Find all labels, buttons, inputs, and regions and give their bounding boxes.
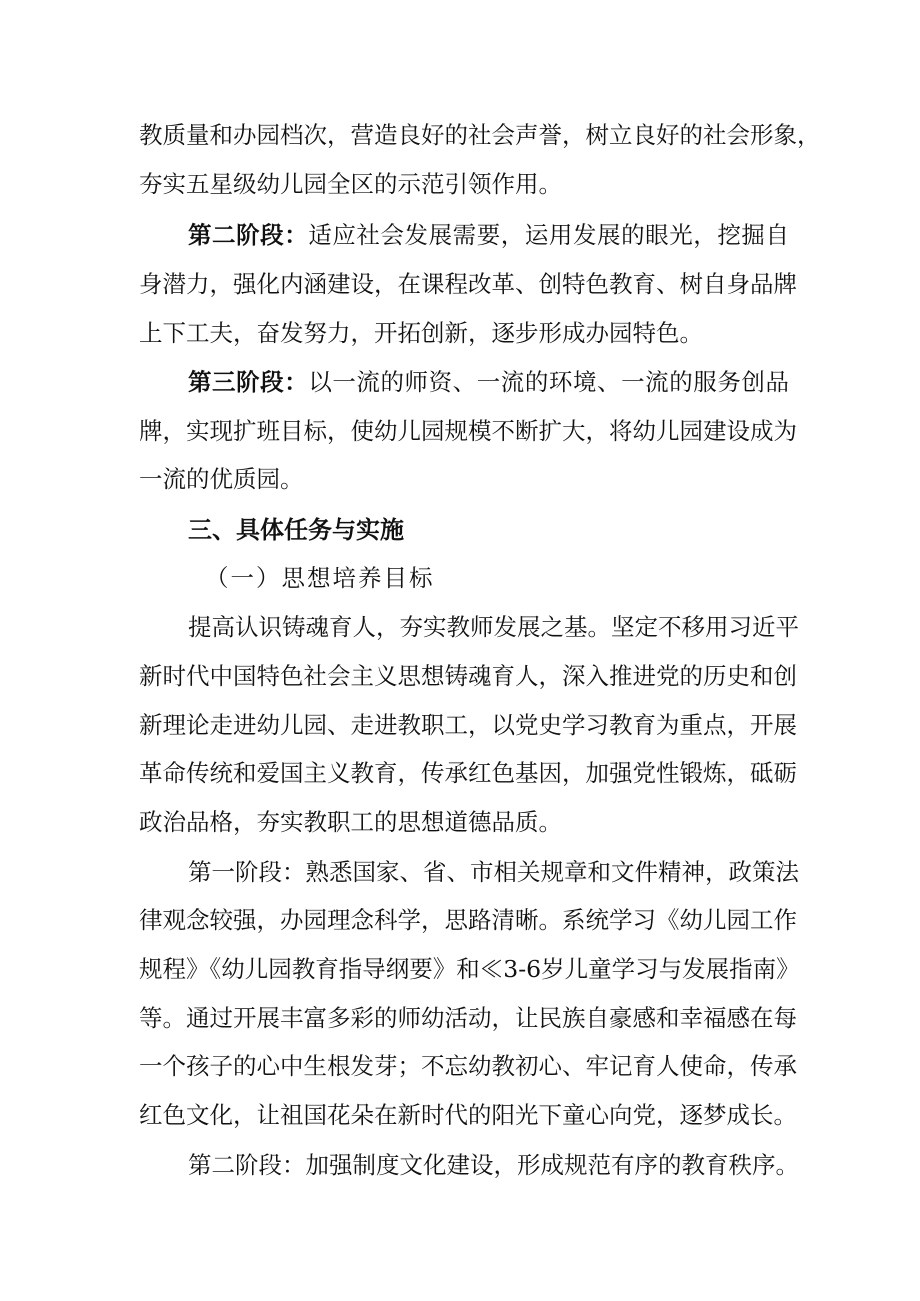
paragraph-line: 牌，实现扩班目标，使幼儿园规模不断扩大，将幼儿园建设成为 — [139, 417, 797, 445]
stage-two-line — [188, 219, 789, 251]
stage-text: 以一流的师资、一流的环境、一流的服务创品 — [308, 368, 789, 396]
stage-label: 第二阶段： — [188, 221, 309, 249]
paragraph-line: 身潜力，强化内涵建设，在课程改革、创特色教育、树自身品牌 — [139, 270, 797, 298]
paragraph-line: 教质量和办园档次，营造良好的社会声誉，树立良好的社会形象， — [139, 121, 821, 149]
paragraph-line: 规程》《幼儿园教育指导纲要》和≪3-6岁儿童学习与发展指南》 — [139, 955, 800, 983]
paragraph-line: 律观念较强，办园理念科学，思路清晰。系统学习《幼儿园工作 — [139, 906, 797, 934]
stage-three-line — [188, 366, 789, 398]
paragraph-line: 第一阶段：熟悉国家、省、市相关规章和文件精神，政策法 — [188, 858, 799, 886]
paragraph-line: 新时代中国特色社会主义思想铸魂育人，深入推进党的历史和创 — [139, 662, 797, 690]
paragraph-line: 政治品格，夯实教职工的思想道德品质。 — [139, 808, 562, 836]
paragraph-line: 第二阶段：加强制度文化建设，形成规范有序的教育秩序。 — [188, 1151, 799, 1179]
paragraph-line: 新理论走进幼儿园、走进教职工，以党史学习教育为重点，开展 — [139, 711, 797, 739]
stage-label: 第三阶段： — [188, 368, 309, 396]
paragraph-line: 提高认识铸魂育人，夯实教师发展之基。坚定不移用习近平 — [188, 613, 799, 641]
stage-text: 适应社会发展需要，运用发展的眼光，挖掘自 — [308, 221, 789, 249]
paragraph-line: 夯实五星级幼儿园全区的示范引领作用。 — [139, 170, 562, 198]
section-heading: 三、具体任务与实施 — [188, 516, 404, 544]
subsection-heading: （一）思想培养目标 — [205, 564, 435, 592]
paragraph-line: 上下工夫，奋发努力，开拓创新，逐步形成办园特色。 — [139, 319, 703, 347]
paragraph-line: 革命传统和爱国主义教育，传承红色基因，加强党性锻炼，砥砺 — [139, 759, 797, 787]
paragraph-line: 一个孩子的心中生根发芽；不忘幼教初心、牢记育人使命，传承 — [139, 1052, 797, 1080]
paragraph-line: 红色文化，让祖国花朵在新时代的阳光下童心向党，逐梦成长。 — [139, 1101, 797, 1129]
paragraph-line: 一流的优质园。 — [139, 465, 304, 493]
paragraph-line: 等。通过开展丰富多彩的师幼活动，让民族自豪感和幸福感在每 — [139, 1004, 797, 1032]
